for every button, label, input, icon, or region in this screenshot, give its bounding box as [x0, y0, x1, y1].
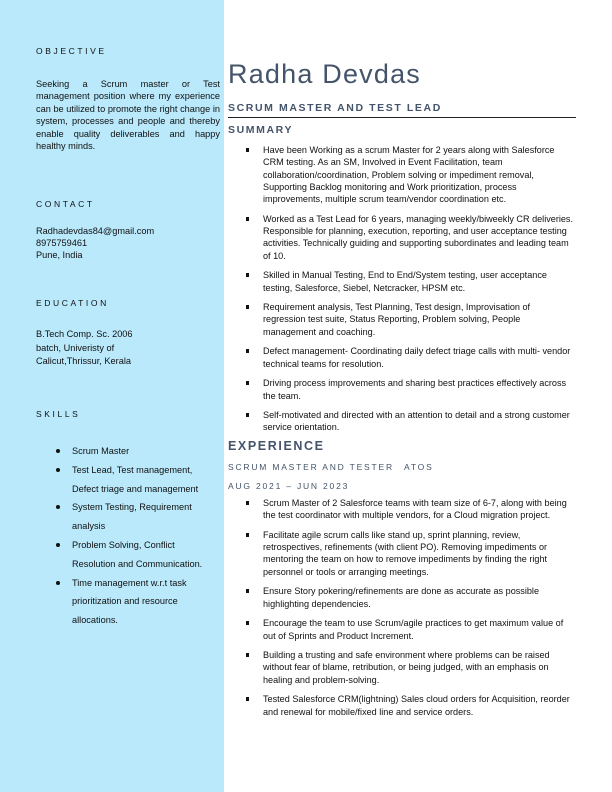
- education-heading: EDUCATION: [36, 298, 109, 308]
- education-line: Calicut,Thrissur, Kerala: [36, 356, 131, 367]
- summary-list: [263, 144, 575, 441]
- contact-heading: CONTACT: [36, 199, 95, 209]
- experience-item: Ensure Story pokering/refinements are done as accurate as possible highlighting dependencies.: [263, 585, 575, 610]
- experience-list: [263, 497, 575, 725]
- experience-item: Encourage the team to use Scrum/agile practices to get maximum value of out of Sprints and Product Increment.: [263, 617, 575, 642]
- experience-item: Facilitate agile scrum calls like stand up, sprint planning, review, retrospectives, refinements (with client PO). Removing impediments or mentoring the team on how to remove impediments by finding the right personnel or tools or arranging meetings.: [263, 529, 575, 578]
- skill-item: Scrum Master: [72, 442, 220, 461]
- skill-item: Time management w.r.t task prioritization and resource allocations.: [72, 574, 220, 630]
- summary-item: Requirement analysis, Test Planning, Test design, Improvisation of regression test suite, Status Reporting, Problem solving, People management and coaching.: [263, 301, 575, 338]
- contact-phone: 8975759461: [36, 238, 88, 248]
- job-title: SCRUM MASTER AND TEST LEAD: [228, 102, 442, 114]
- skill-item: System Testing, Requirement analysis: [72, 498, 220, 536]
- skills-heading: SKILLS: [36, 409, 81, 419]
- summary-heading: SUMMARY: [228, 124, 294, 136]
- experience-heading: EXPERIENCE: [228, 439, 325, 453]
- candidate-name: Radha Devdas: [228, 59, 422, 89]
- header-divider: [228, 117, 576, 118]
- summary-item: Worked as a Test Lead for 6 years, managing weekly/biweekly CR deliveries. Responsible for planning, execution, reporting, and user acceptance testing activities. Technically guiding and supporting subordinates and leading team of 10.: [263, 213, 574, 261]
- contact-location: Pune, India: [36, 250, 83, 260]
- experience-job-title: SCRUM MASTER AND TESTER: [228, 462, 394, 472]
- experience-item: Scrum Master of 2 Salesforce teams with team size of 6-7, along with being the test coordinator with multiple vendors, for a Cloud migration project.: [263, 497, 575, 522]
- summary-item: Defect management- Coordinating daily defect triage calls with multi- vendor technical teams for resolution.: [263, 345, 575, 370]
- contact-email[interactable]: Radhadevdas84@gmail.com: [36, 226, 155, 236]
- education-line: batch, Univeristy of: [36, 342, 115, 353]
- experience-item: Building a trusting and safe environment where problems can be raised without fear of blame, retribution, or being judged, with an emphasis on healing and problem-solving.: [263, 649, 575, 686]
- education-line: B.Tech Comp. Sc. 2006: [36, 329, 133, 339]
- skill-item: Test Lead, Test management, Defect triage and management: [72, 461, 220, 499]
- education-details: [36, 328, 133, 369]
- skill-item: Problem Solving, Conflict Resolution and Communication.: [72, 536, 220, 574]
- summary-item: Have been Working as a scrum Master for 2 years along with Salesforce CRM testing. As an SM, Involved in Event Facilitation, team collaboration/coordination, Problem solving or impediment removal, Supporting Backlog monitoring and Work prioritization, process improvements, multiple scrum team/vendor coordination etc.: [263, 144, 575, 205]
- summary-item: Self-motivated and directed with an attention to detail and a strong customer service orientation.: [263, 409, 575, 434]
- objective-text: Seeking a Scrum master or Test management position where my experience can be utilized to promote the right change in system, processes and people and thereby enable quality deliverables and happy healthy minds.: [36, 79, 220, 152]
- objective-heading: OBJECTIVE: [36, 46, 107, 56]
- experience-item: Tested Salesforce CRM(lightning) Sales cloud orders for Acquisition, reorder and renewal for mobile/fixed line and service orders.: [263, 693, 575, 718]
- summary-item: Skilled in Manual Testing, End to End/System testing, user acceptance testing, Salesforce, Siebel, Netcracker, HPSM etc.: [263, 269, 575, 294]
- experience-company: ATOS: [404, 462, 434, 472]
- experience-dates: AUG 2021 – JUN 2023: [228, 481, 350, 491]
- skills-list: [72, 442, 220, 630]
- summary-item: Driving process improvements and sharing best practices effectively across the team.: [263, 377, 575, 402]
